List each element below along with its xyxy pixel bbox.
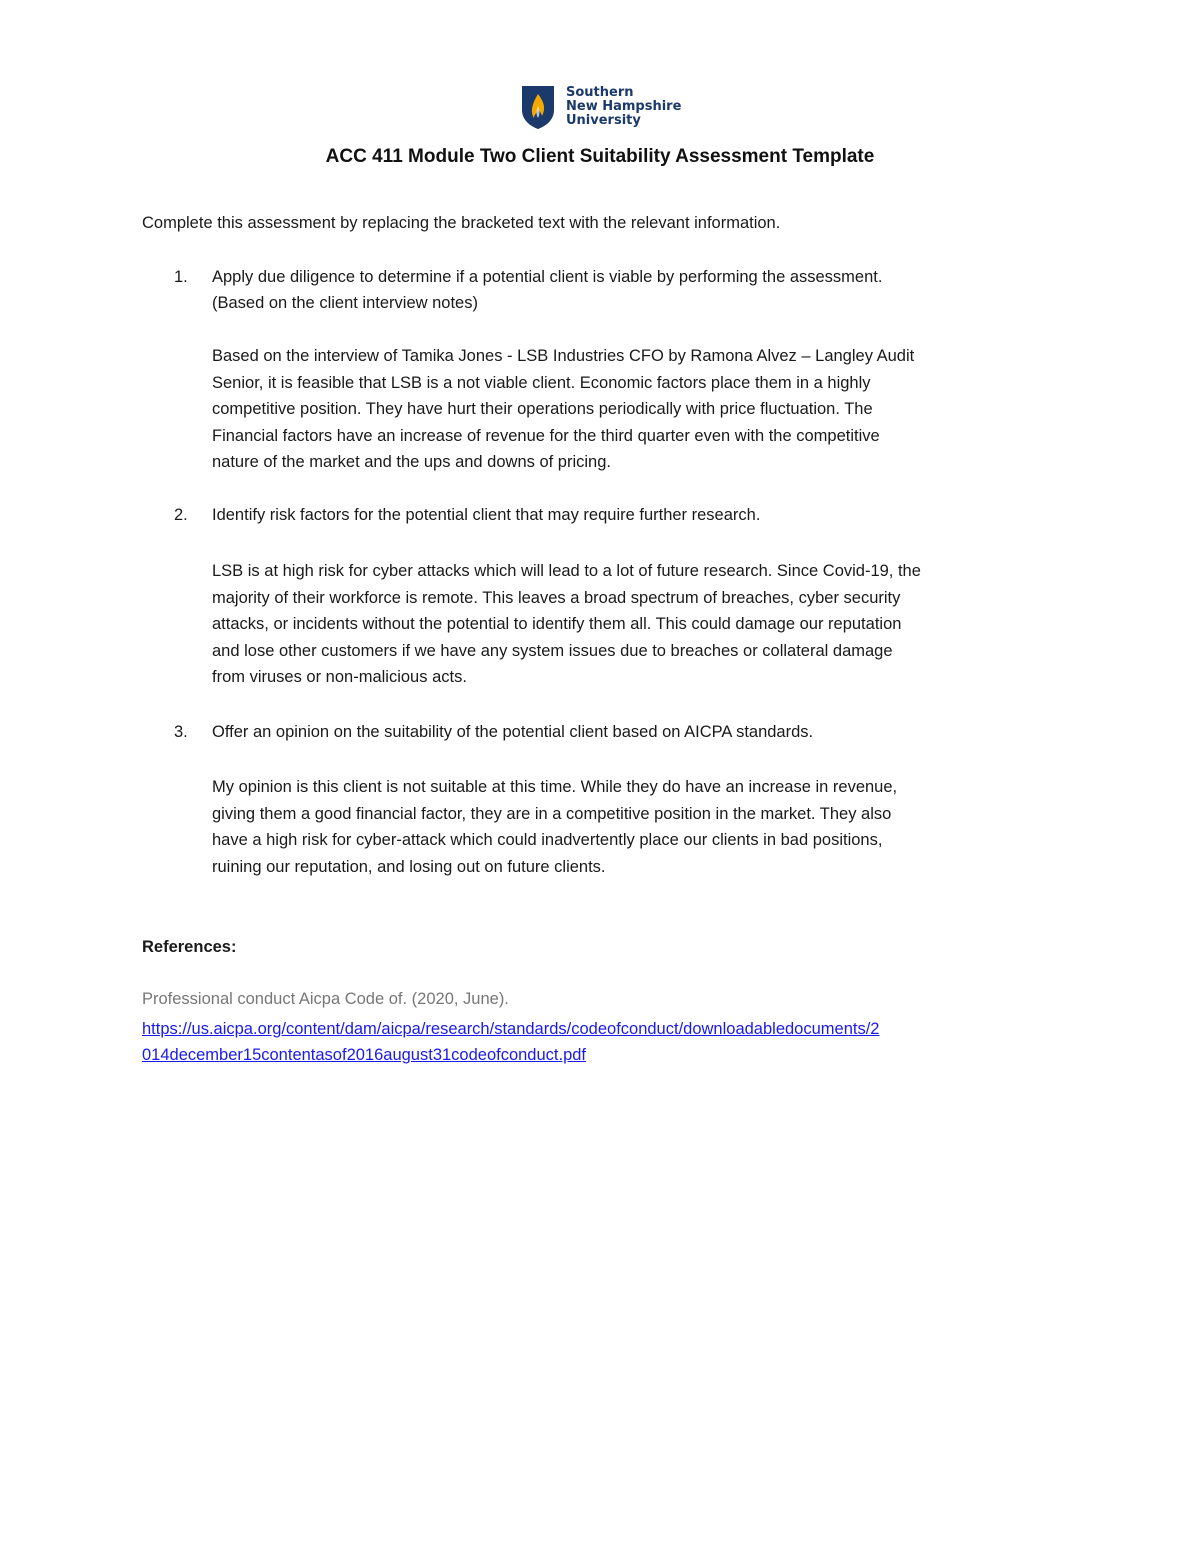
answer-line: giving them a good financial factor, they are in a competitive position in the market. They also [212,804,892,823]
answer-line: attacks, or incidents without the potential to identify them all. This could damage our reputation [212,615,902,633]
answer-2 [212,558,1072,691]
question-number: 3. [174,723,188,741]
question-line: Apply due diligence to determine if a potential client is viable by performing the assessment. [212,268,883,286]
answer-line: Senior, it is feasible that LSB is a not viable client. Economic factors place them in a highly [212,373,871,392]
answer-line: competitive position. They have hurt their operations periodically with price fluctuation. The [212,400,873,418]
answer-line: nature of the market and the ups and downs of pricing. [212,453,611,471]
reference-link[interactable] [142,1016,879,1068]
university-logo [520,84,681,130]
answer-3 [212,774,1072,880]
logo-line-1: Southern [566,85,634,100]
question-text [212,719,1072,745]
question-text [212,502,1072,528]
shield-flame-icon [520,84,556,130]
document-title: ACC 411 Module Two Client Suitability Assessment Template [325,146,875,167]
question-number: 2. [174,506,188,524]
reference-link-line[interactable]: 014december15contentasof2016august31codeofconduct.pdf [142,1046,587,1064]
logo-wordmark [566,86,681,128]
answer-line: My opinion is this client is not suitable at this time. While they do have an increase in revenue, [212,778,898,796]
answer-line: LSB is at high risk for cyber attacks which will lead to a lot of future research. Since Covid-19, the [212,562,921,580]
answer-line: majority of their workforce is remote. This leaves a broad spectrum of breaches, cyber security [212,588,901,607]
question-line: Offer an opinion on the suitability of the potential client based on AICPA standards. [212,723,814,741]
reference-citation: Professional conduct Aicpa Code of. (2020, June). [142,990,509,1008]
answer-line: and lose other customers if we have any system issues due to breaches or collateral damage [212,641,893,660]
question-line: (Based on the client interview notes) [212,294,478,312]
answer-1 [212,343,1072,476]
answer-line: have a high risk for cyber-attack which could inadvertently place our clients in bad positions, [212,831,883,849]
answer-line: from viruses or non-malicious acts. [212,668,467,686]
question-number: 1. [174,268,188,286]
answer-line: Financial factors have an increase of revenue for the third quarter even with the competitive [212,426,880,445]
answer-line: Based on the interview of Tamika Jones - LSB Industries CFO by Ramona Alvez – Langley Audit [212,347,915,365]
logo-line-2: New Hampshire [566,99,682,114]
references-heading: References: [142,938,237,956]
logo-line-3: University [566,113,641,128]
question-text [212,264,1072,316]
intro-text: Complete this assessment by replacing the bracketed text with the relevant information. [142,214,781,232]
question-line: Identify risk factors for the potential client that may require further research. [212,506,761,524]
answer-line: ruining our reputation, and losing out on future clients. [212,857,606,876]
reference-link-line[interactable]: https://us.aicpa.org/content/dam/aicpa/research/standards/codeofconduct/downloadabledocuments/2 [142,1020,880,1038]
